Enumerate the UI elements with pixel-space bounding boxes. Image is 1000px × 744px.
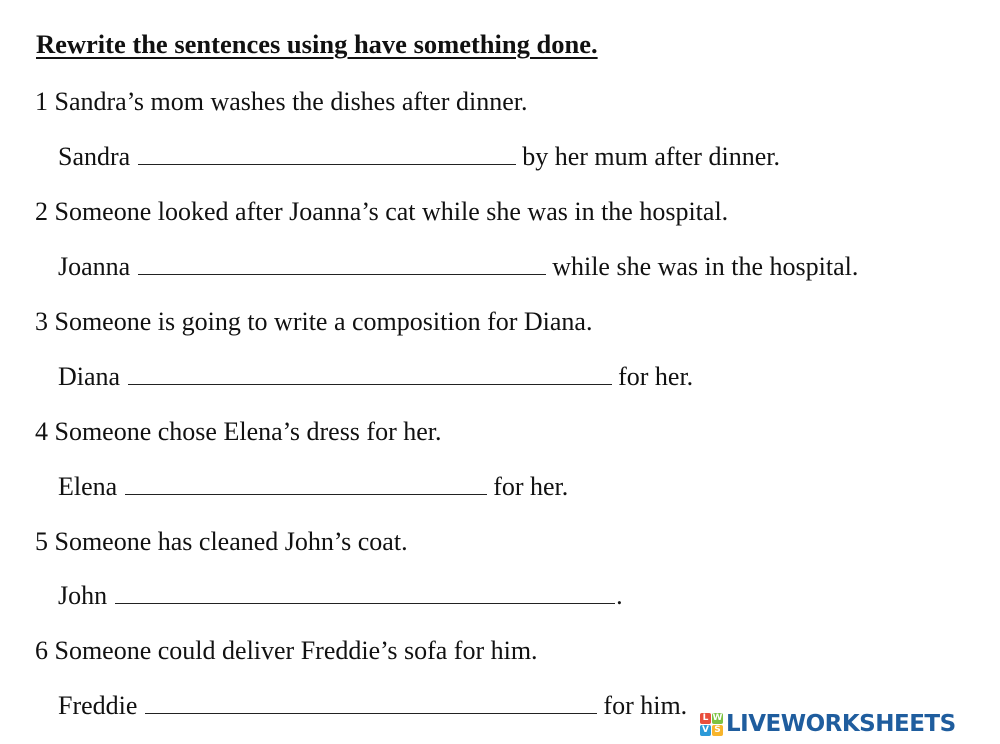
- answer-1-start: Sandra: [58, 142, 131, 171]
- answer-5-start: John: [58, 581, 108, 610]
- answer-6-line: [58, 690, 687, 722]
- answer-3-start: Diana: [58, 362, 121, 391]
- question-2-prompt: 2 Someone looked after Joanna’s cat while she was in the hospital.: [35, 197, 729, 226]
- answer-4-blank[interactable]: [125, 472, 487, 495]
- answer-1-end: by her mum after dinner.: [522, 142, 780, 171]
- answer-5-end: .: [616, 581, 623, 610]
- answer-2-blank[interactable]: [138, 252, 546, 275]
- answer-3-line: [58, 361, 693, 393]
- answer-2-start: Joanna: [58, 252, 131, 281]
- question-1-prompt: 1 Sandra’s mom washes the dishes after dinner.: [35, 87, 528, 116]
- logo-tile-w: W: [712, 712, 723, 723]
- answer-6-start: Freddie: [58, 691, 138, 720]
- answer-6-end: for him.: [603, 691, 688, 720]
- liveworksheets-logo-icon: [700, 713, 723, 736]
- logo-tile-v: V: [700, 725, 711, 736]
- answer-4-start: Elena: [58, 472, 118, 501]
- answer-2-line: [58, 251, 858, 283]
- answer-3-blank[interactable]: [128, 362, 612, 385]
- answer-2-end: while she was in the hospital.: [552, 252, 859, 281]
- liveworksheets-logo-text: LIVEWORKSHEETS: [726, 711, 956, 737]
- answer-5-line: [58, 580, 623, 612]
- worksheet-title: Rewrite the sentences using have something done.: [36, 29, 598, 59]
- question-6-prompt: 6 Someone could deliver Freddie’s sofa for him.: [35, 636, 538, 665]
- logo-tile-l: L: [700, 713, 711, 724]
- answer-1-blank[interactable]: [138, 142, 516, 165]
- answer-4-end: for her.: [493, 472, 569, 501]
- answer-4-line: [58, 471, 568, 503]
- question-3-prompt: 3 Someone is going to write a composition for Diana.: [35, 307, 593, 336]
- question-4-prompt: 4 Someone chose Elena’s dress for her.: [35, 417, 442, 446]
- answer-5-blank[interactable]: [115, 581, 615, 604]
- answer-3-end: for her.: [618, 362, 694, 391]
- answer-6-blank[interactable]: [145, 691, 597, 714]
- answer-1-line: [58, 141, 780, 173]
- logo-tile-s: S: [712, 725, 723, 736]
- liveworksheets-logo[interactable]: [698, 708, 956, 740]
- question-5-prompt: 5 Someone has cleaned John’s coat.: [35, 527, 408, 556]
